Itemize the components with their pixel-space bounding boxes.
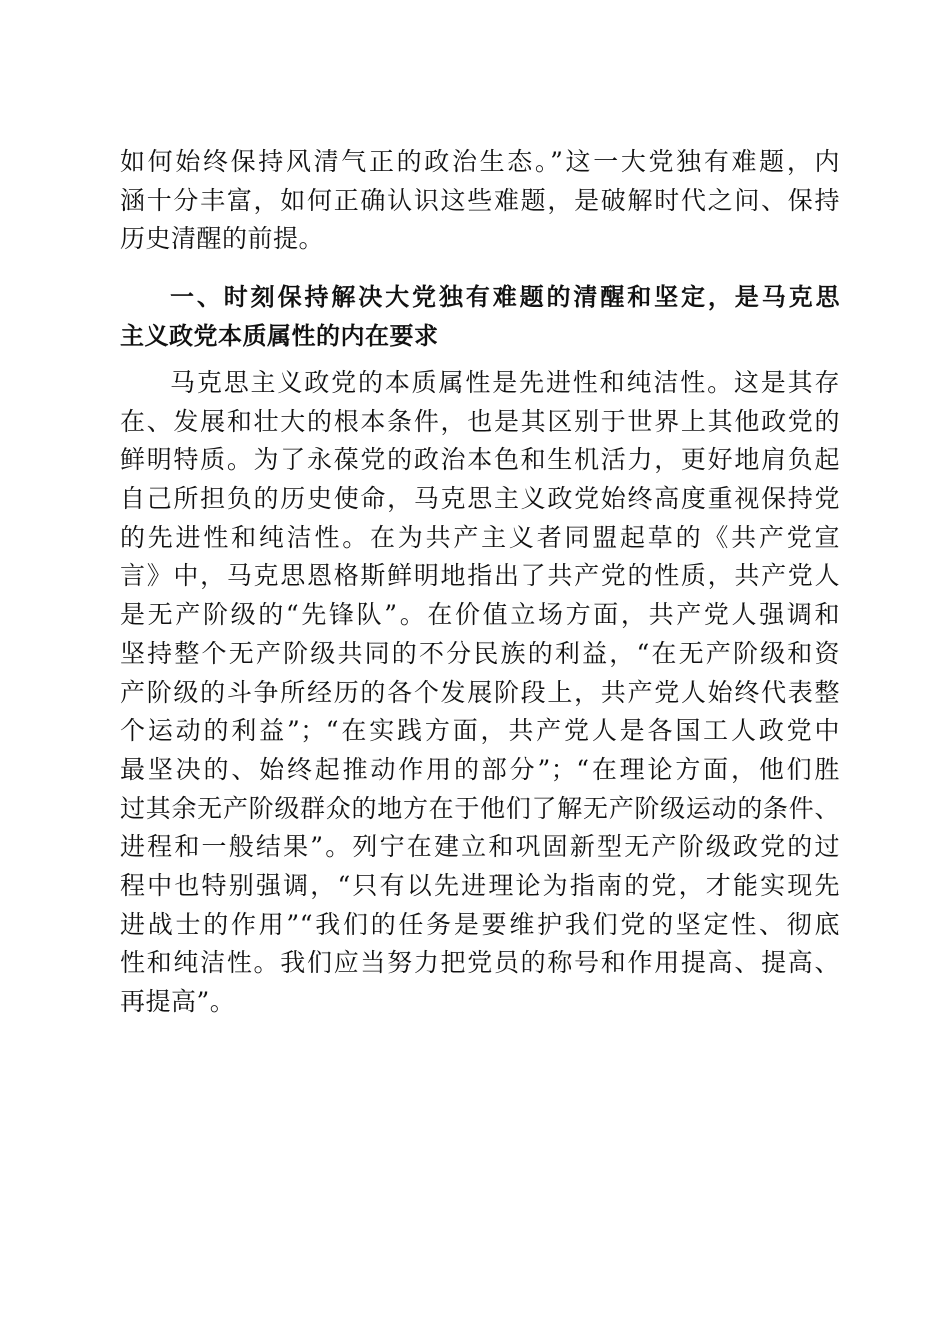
paragraph-line: 的先进性和纯洁性。在为共产主义者同盟起草的《共产党宣 [120, 522, 840, 552]
paragraph-line: 在、发展和壮大的根本条件，也是其区别于世界上其他政党的 [120, 406, 840, 436]
paragraph-line: 进战士的作用”“我们的任务是要维护我们党的坚定性、彻底 [120, 909, 840, 939]
paragraph-line: 程中也特别强调，“只有以先进理论为指南的党，才能实现先 [120, 870, 840, 900]
paragraph-line: 再提高”。 [120, 987, 236, 1016]
paragraph-line: 坚持整个无产阶级共同的不分民族的利益，“在无产阶级和资 [120, 638, 840, 668]
paragraph-line: 产阶级的斗争所经历的各个发展阶段上，共产党人始终代表整 [120, 677, 840, 707]
paragraph-line: 自己所担负的历史使命，马克思主义政党始终高度重视保持党 [120, 484, 840, 514]
heading-line: 主义政党本质属性的内在要求 [120, 321, 439, 350]
paragraph-line: 过其余无产阶级群众的地方在于他们了解无产阶级运动的条件、 [120, 793, 840, 823]
heading-line: 一、时刻保持解决大党独有难题的清醒和坚定，是马克思 [170, 283, 840, 311]
paragraph-line: 是无产阶级的“先锋队”。在价值立场方面，共产党人强调和 [120, 600, 840, 630]
body-paragraph [120, 364, 840, 1022]
paragraph-line: 如何始终保持风清气正的政治生态。”这一大党独有难题，内 [120, 147, 840, 176]
paragraph-line: 鲜明特质。为了永葆党的政治本色和生机活力，更好地肩负起 [120, 445, 840, 475]
paragraph-line: 马克思主义政党的本质属性是先进性和纯洁性。这是其存 [170, 368, 840, 397]
paragraph-line: 进程和一般结果”。列宁在建立和巩固新型无产阶级政党的过 [120, 832, 840, 862]
paragraph-line: 最坚决的、始终起推动作用的部分”；“在理论方面，他们胜 [120, 754, 840, 784]
paragraph-line: 性和纯洁性。我们应当努力把党员的称号和作用提高、提高、 [120, 948, 840, 978]
section-heading [120, 278, 840, 355]
paragraph-line: 个运动的利益”；“在实践方面，共产党人是各国工人政党中 [120, 716, 840, 746]
intro-paragraph [120, 143, 840, 259]
paragraph-line: 言》中，马克思恩格斯鲜明地指出了共产党的性质，共产党人 [120, 561, 840, 591]
paragraph-line: 历史清醒的前提。 [120, 224, 325, 254]
paragraph-line: 涵十分丰富，如何正确认识这些难题，是破解时代之问、保持 [120, 185, 840, 215]
